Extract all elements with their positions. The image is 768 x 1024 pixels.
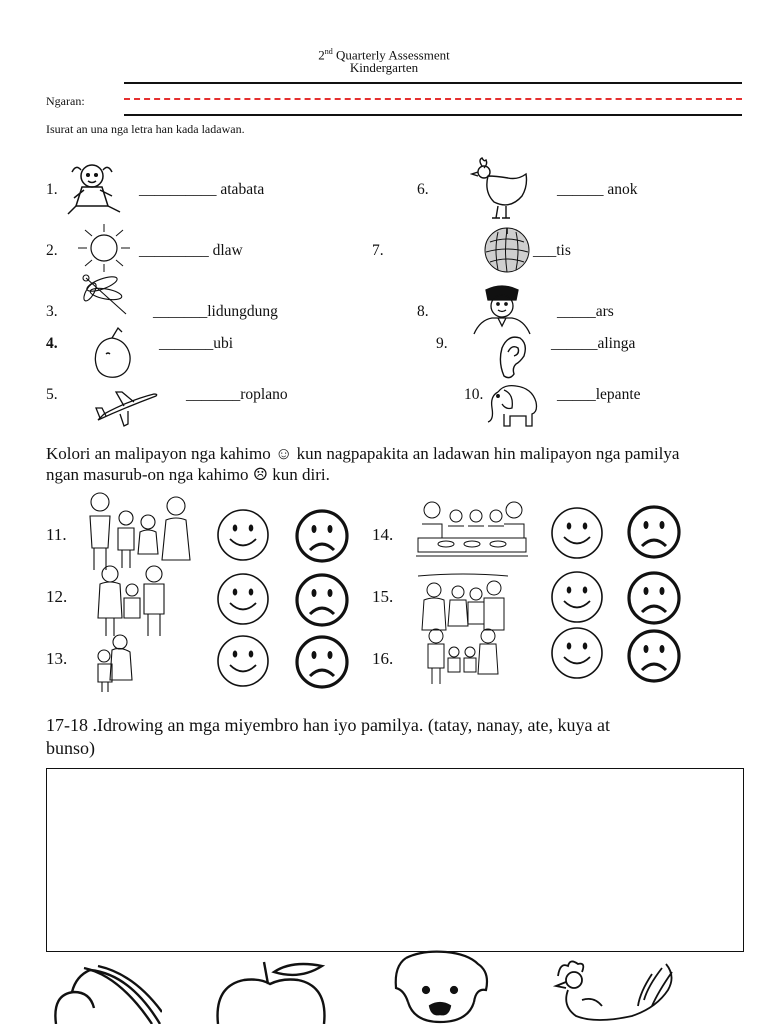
assessment-title: 2nd Quarterly Assessment bbox=[318, 47, 450, 63]
name-label: Ngaran: bbox=[46, 94, 85, 108]
sad-face-icon-16[interactable] bbox=[626, 628, 682, 684]
item-number-13: 13. bbox=[46, 649, 68, 668]
yam-picture bbox=[88, 324, 136, 382]
sun-picture bbox=[74, 222, 134, 274]
sad-face-icon-11[interactable] bbox=[294, 508, 350, 564]
bottom-rule bbox=[124, 114, 742, 116]
item-number-9: 9. bbox=[436, 335, 448, 352]
answer-line-7[interactable]: ___tis bbox=[533, 242, 571, 259]
hen-picture bbox=[470, 156, 532, 222]
word-fragment-9: alinga bbox=[597, 335, 636, 352]
answer-line-2[interactable]: _________ dlaw bbox=[139, 242, 243, 259]
answer-line-6[interactable]: ______ anok bbox=[557, 181, 638, 198]
item-number-14: 14. bbox=[372, 525, 394, 544]
item-number-15: 15. bbox=[372, 587, 394, 606]
item-number-12: 12. bbox=[46, 587, 68, 606]
dragonfly-picture bbox=[78, 272, 138, 318]
rooster-picture bbox=[552, 956, 678, 1024]
family-picture-12 bbox=[92, 562, 176, 640]
family-picture-13 bbox=[90, 632, 140, 694]
item-number-11: 11. bbox=[46, 525, 67, 544]
item-number-8: 8. bbox=[417, 303, 429, 320]
instructions-faces-line-2: ngan masurub-on nga kahimo ☹ kun diri. bbox=[46, 465, 330, 484]
item-number-2: 2. bbox=[46, 242, 58, 259]
answer-line-9[interactable]: ______alinga bbox=[551, 335, 636, 352]
item-number-3: 3. bbox=[46, 303, 58, 320]
top-rule bbox=[124, 82, 742, 84]
item-number-10: 10. bbox=[464, 386, 484, 403]
drawing-task-line-1: 17-18 .Idrowing an mga miyembro han iyo pamilya. (tatay, nanay, ate, kuya at bbox=[46, 715, 610, 735]
sad-face-icon-12[interactable] bbox=[294, 572, 350, 628]
name-writing-line[interactable] bbox=[124, 98, 742, 100]
word-fragment-1: atabata bbox=[220, 181, 265, 198]
cherry-picture bbox=[50, 964, 162, 1024]
answer-line-5[interactable]: _______roplano bbox=[186, 386, 288, 403]
item-number-1: 1. bbox=[46, 181, 58, 198]
word-fragment-6: anok bbox=[607, 181, 638, 198]
grade-level: Kindergarten bbox=[349, 60, 419, 75]
sad-face-icon-14[interactable] bbox=[626, 504, 682, 560]
happy-face-icon-14[interactable] bbox=[550, 506, 604, 560]
answer-line-10[interactable]: _____lepante bbox=[557, 386, 641, 403]
item-number-7: 7. bbox=[372, 242, 384, 259]
instructions-faces-line-1: Kolori an malipayon nga kahimo ☺ kun nagpapakita an ladawan hin malipayon nga pamilya bbox=[46, 444, 680, 463]
happy-face-icon-16[interactable] bbox=[550, 626, 604, 680]
girl-doll-picture bbox=[64, 160, 124, 218]
apple-picture bbox=[214, 958, 330, 1024]
item-number-6: 6. bbox=[417, 181, 429, 198]
ear-picture bbox=[494, 332, 530, 382]
happy-face-icon-15[interactable] bbox=[550, 570, 604, 624]
word-fragment-4: ubi bbox=[213, 335, 234, 352]
word-fragment-3: lidungdung bbox=[207, 303, 278, 320]
answer-line-1[interactable]: __________ atabata bbox=[139, 181, 265, 198]
drawing-task-line-2: bunso) bbox=[46, 738, 95, 758]
word-fragment-2: dlaw bbox=[212, 242, 243, 259]
atis-fruit-picture bbox=[482, 224, 532, 274]
sad-face-icon-15[interactable] bbox=[626, 570, 682, 626]
instructions-first-letter: Isurat an una nga letra han kada ladawan. bbox=[46, 122, 245, 136]
family-picture-16 bbox=[424, 626, 500, 688]
item-number-5: 5. bbox=[46, 386, 58, 403]
word-fragment-5: roplano bbox=[240, 386, 288, 403]
drawing-area[interactable] bbox=[46, 768, 744, 952]
word-fragment-7: tis bbox=[556, 242, 571, 259]
word-fragment-10: lepante bbox=[595, 386, 641, 403]
item-number-4: 4. bbox=[46, 335, 58, 352]
family-picture-14 bbox=[416, 498, 528, 562]
word-fragment-8: ars bbox=[595, 303, 614, 320]
happy-face-icon-12[interactable] bbox=[216, 572, 270, 626]
answer-line-4[interactable]: _______ubi bbox=[159, 335, 234, 352]
item-number-16: 16. bbox=[372, 649, 394, 668]
happy-face-icon-13[interactable] bbox=[216, 634, 270, 688]
airplane-picture bbox=[94, 386, 160, 428]
dog-picture bbox=[392, 950, 492, 1024]
elephant-picture bbox=[484, 376, 542, 432]
sad-face-icon-13[interactable] bbox=[294, 634, 350, 690]
answer-line-3[interactable]: _______lidungdung bbox=[153, 303, 278, 320]
happy-face-icon-11[interactable] bbox=[216, 508, 270, 562]
family-picture-15 bbox=[418, 572, 508, 634]
nurse-picture bbox=[460, 280, 544, 336]
answer-line-8[interactable]: _____ars bbox=[557, 303, 614, 320]
